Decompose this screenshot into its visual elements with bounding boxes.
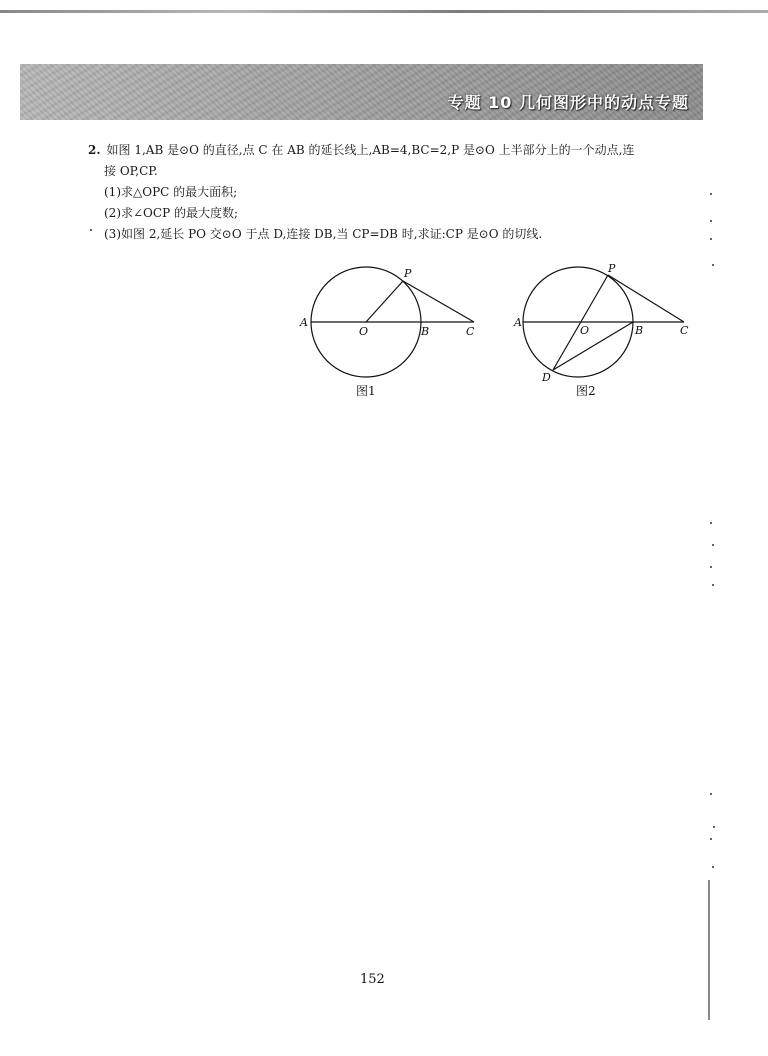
- label-a: A: [514, 316, 522, 329]
- figure-1: [296, 262, 486, 402]
- problem-stem-text-1: 如图 1,AB 是⊙O 的直径,点 C 在 AB 的延长线上,AB=4,BC=2,P 是⊙O 上半部分上的一个动点,连: [106, 143, 635, 157]
- problem-stem-line-1: [88, 140, 708, 161]
- label-b: B: [635, 324, 644, 337]
- segment-op: [366, 281, 403, 322]
- label-b: B: [421, 325, 430, 338]
- scan-speck: [712, 584, 714, 586]
- scan-speck: [712, 544, 714, 546]
- segment-db: [553, 322, 633, 370]
- scan-speck: [713, 826, 715, 828]
- segment-pc: [608, 275, 684, 322]
- scan-speck: [712, 866, 714, 868]
- scan-speck: [710, 522, 712, 524]
- problem-stem-line-2: 接 OP,CP.: [104, 164, 158, 178]
- label-o: O: [580, 324, 590, 337]
- segment-pc: [403, 281, 474, 322]
- figure-2: [508, 262, 698, 402]
- label-a: A: [300, 316, 308, 329]
- scan-speck: [712, 264, 714, 266]
- label-o: O: [359, 325, 369, 338]
- scan-speck: [710, 220, 712, 222]
- scan-speck: [90, 229, 92, 231]
- section-header-banner: [20, 64, 703, 120]
- top-edge-line: [0, 10, 768, 13]
- scan-speck: [710, 193, 712, 195]
- problem-part-1: (1)求△OPC 的最大面积;: [104, 185, 238, 199]
- scan-speck: [710, 238, 712, 240]
- figure-2-caption: 图2: [576, 384, 596, 398]
- figure-1-caption: 图1: [356, 384, 376, 398]
- scan-speck: [710, 566, 712, 568]
- problem-part-3: (3)如图 2,延长 PO 交⊙O 于点 D,连接 DB,当 CP=DB 时,求证:CP 是⊙O 的切线.: [104, 227, 543, 241]
- section-title: 专题 10 几何图形中的动点专题: [447, 93, 689, 112]
- scan-speck: [710, 838, 712, 840]
- page-number: 152: [360, 972, 385, 987]
- scan-speck: [710, 793, 712, 795]
- problem-number: 2.: [88, 143, 101, 157]
- problem-2: [88, 140, 708, 245]
- scan-edge-rule: [708, 880, 710, 1020]
- label-d: D: [542, 371, 551, 384]
- problem-part-2: (2)求∠OCP 的最大度数;: [104, 206, 239, 220]
- label-p: P: [404, 267, 412, 280]
- label-p: P: [608, 262, 616, 275]
- label-c: C: [466, 325, 475, 338]
- label-c: C: [680, 324, 689, 337]
